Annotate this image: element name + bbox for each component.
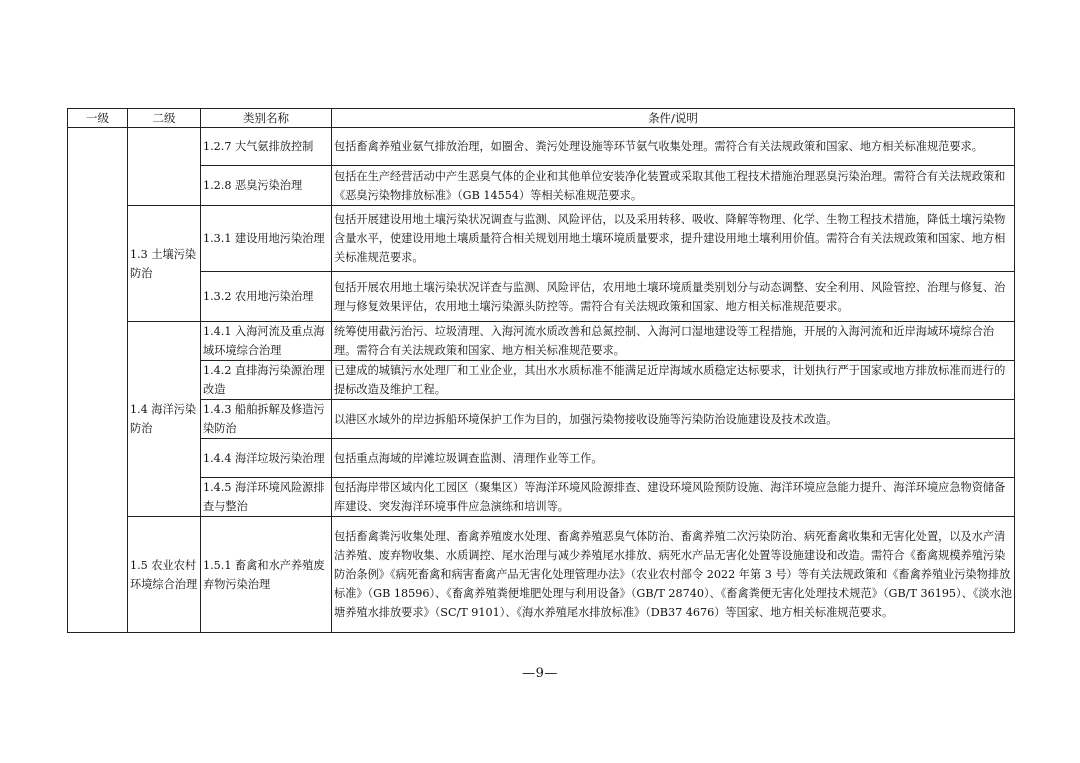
description-cell: 包括畜禽养殖业氨气排放治理，如圈舍、粪污处理设施等环节氨气收集处理。需符合有关法规政策和国家、地方相关标准规范要求。 [332,128,1015,166]
table-row [68,206,1015,272]
table-header-row [68,109,1015,128]
header-level-1: 一级 [68,109,128,128]
category-name-cell: 1.3.1 建设用地污染治理 [201,206,332,272]
category-name-cell: 1.3.2 农用地污染治理 [201,272,332,322]
table-row [68,272,1015,322]
table-row [68,517,1015,633]
category-name-cell: 1.4.2 直排海污染源治理改造 [201,361,332,400]
description-cell: 包括畜禽粪污收集处理、畜禽养殖废水处理、畜禽养殖恶臭气体防治、畜禽养殖二次污染防治、病死畜禽收集和无害化处置，以及水产清洁养殖、废弃物收集、水质调控、尾水治理与减少养殖尾水排放、病死水产品无害化处置等设施建设和改造。需符合《畜禽规模养殖污染防治条例》《病死畜禽和病害畜禽产品无害化处理管理办法》（农业农村部令 2022 年第 3 号）等有关法规政策和《畜禽养殖业污染物排放标准》（GB 18596）、《畜禽养殖粪便堆肥处理与利用设备》（GB/T 28740）、《畜禽粪便无害化处理技术规范》（GB/T 36195）、《淡水池塘养殖水排放要求》（SC/T 9101）、《海水养殖尾水排放标准》（DB37 4676）等国家、地方相关标准规范要求。 [332,517,1015,633]
classification-table [67,108,1015,633]
table-row [68,166,1015,206]
description-cell: 已建成的城镇污水处理厂和工业企业，其出水水质标准不能满足近岸海域水质稳定达标要求，计划执行严于国家或地方排放标准而进行的提标改造及维护工程。 [332,361,1015,400]
table-row [68,439,1015,478]
page-number: —9— [522,666,558,681]
table-row [68,128,1015,166]
group-soil-pollution: 1.3 土壤污染防治 [128,206,201,322]
header-conditions: 条件/说明 [332,109,1015,128]
description-cell: 包括在生产经营活动中产生恶臭气体的企业和其他单位安装净化装置或采取其他工程技术措施治理恶臭污染治理。需符合有关法规政策和《恶臭污染物排放标准》（GB 14554）等相关标准规范要求。 [332,166,1015,206]
level-1-cell [68,128,128,633]
description-cell: 包括重点海域的岸滩垃圾调查监测、清理作业等工作。 [332,439,1015,478]
description-cell: 包括开展建设用地土壤污染状况调查与监测、风险评估，以及采用转移、吸收、降解等物理、化学、生物工程技术措施，降低土壤污染物含量水平，使建设用地土壤质量符合相关规划用地土壤环境质量要求，提升建设用地土壤利用价值。需符合有关法规政策和国家、地方相关标准规范要求。 [332,206,1015,272]
group-rural-environment: 1.5 农业农村环境综合治理 [128,517,201,633]
description-cell: 包括海岸带区域内化工园区（聚集区）等海洋环境风险源排查、建设环境风险预防设施、海洋环境应急能力提升、海洋环境应急物资储备库建设、突发海洋环境事件应急演练和培训等。 [332,478,1015,517]
category-name-cell: 1.4.1 入海河流及重点海域环境综合治理 [201,322,332,361]
description-cell: 统筹使用截污治污、垃圾清理、入海河流水质改善和总氮控制、入海河口湿地建设等工程措施，开展的入海河流和近岸海域环境综合治理。需符合有关法规政策和国家、地方相关标准规范要求。 [332,322,1015,361]
table-row [68,400,1015,439]
category-name-cell: 1.2.8 恶臭污染治理 [201,166,332,206]
category-name-cell: 1.2.7 大气氨排放控制 [201,128,332,166]
table-row [68,478,1015,517]
header-level-2: 二级 [128,109,201,128]
level-2-cell-empty [128,128,201,206]
group-marine-pollution: 1.4 海洋污染防治 [128,322,201,517]
category-name-cell: 1.4.4 海洋垃圾污染治理 [201,439,332,478]
table-row [68,322,1015,361]
category-name-cell: 1.4.3 船舶拆解及修造污染防治 [201,400,332,439]
category-name-cell: 1.5.1 畜禽和水产养殖废弃物污染治理 [201,517,332,633]
description-cell: 以港区水域外的岸边拆船环境保护工作为目的，加强污染物接收设施等污染防治设施建设及技术改造。 [332,400,1015,439]
table-row [68,361,1015,400]
header-category-name: 类别名称 [201,109,332,128]
category-name-cell: 1.4.5 海洋环境风险源排查与整治 [201,478,332,517]
description-cell: 包括开展农用地土壤污染状况详查与监测、风险评估，农用地土壤环境质量类别划分与动态调整、安全利用、风险管控、治理与修复、治理与修复效果评估，农用地土壤污染源头防控等。需符合有关法规政策和国家、地方相关标准规范要求。 [332,272,1015,322]
